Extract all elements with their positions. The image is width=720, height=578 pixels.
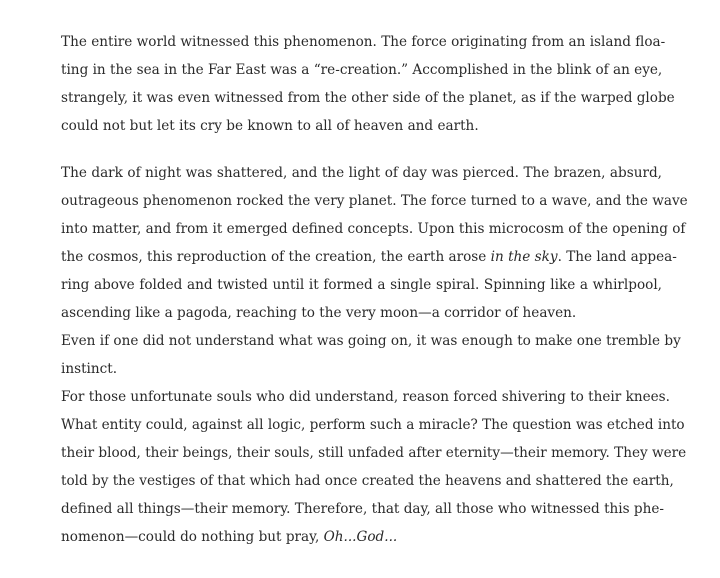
paragraph-4 <box>61 383 670 411</box>
text-line: Even if one did not understand what was going on, it was enough to make one tremble by <box>61 333 681 349</box>
paragraph-5 <box>61 411 687 551</box>
text-line <box>61 523 662 551</box>
text-line: For those unfortunate souls who did understand, reason forced shivering to their knees. <box>61 389 670 405</box>
text-line: ascending like a pagoda, reaching to the very moon—a corridor of heaven. <box>61 305 577 321</box>
italic-phrase: Oh...God... <box>323 529 398 545</box>
text-line: outrageous phenomenon rocked the very planet. The force turned to a wave, and the wave <box>61 193 688 209</box>
paragraph-3 <box>61 327 681 383</box>
text-line: their blood, their beings, their souls, still unfaded after eternity—their memory. They were <box>61 445 687 461</box>
text-line: into matter, and from it emerged defined concepts. Upon this microcosm of the opening of <box>61 221 686 237</box>
text-run: nomenon—could do nothing but pray, <box>61 529 324 545</box>
text-line: What entity could, against all logic, perform such a miracle? The question was etched into <box>61 417 685 433</box>
text-run: . The land appea- <box>557 249 677 265</box>
text-line: ting in the sea in the Far East was a “re-creation.” Accomplished in the blink of an eye, <box>61 62 663 78</box>
text-line <box>61 243 677 271</box>
text-line: The entire world witnessed this phenomenon. The force originating from an island floa- <box>61 34 666 50</box>
text-run: the cosmos, this reproduction of the creation, the earth arose <box>61 249 491 265</box>
text-line: ring above folded and twisted until it formed a single spiral. Spinning like a whirlpool, <box>61 277 662 293</box>
text-line: defined all things—their memory. Therefore, that day, all those who witnessed this phe- <box>61 501 665 517</box>
text-line: instinct. <box>61 361 118 377</box>
italic-phrase: in the sky <box>490 249 558 265</box>
text-line: The dark of night was shattered, and the light of day was pierced. The brazen, absurd, <box>61 165 662 181</box>
text-line: told by the vestiges of that which had once created the heavens and shattered the earth, <box>61 473 674 489</box>
document-body <box>61 28 688 551</box>
text-line: could not but let its cry be known to all of heaven and earth. <box>61 118 479 134</box>
text-line: strangely, it was even witnessed from the other side of the planet, as if the warped globe <box>61 90 675 106</box>
paragraph-1 <box>61 28 675 140</box>
paragraph-2 <box>61 159 688 327</box>
